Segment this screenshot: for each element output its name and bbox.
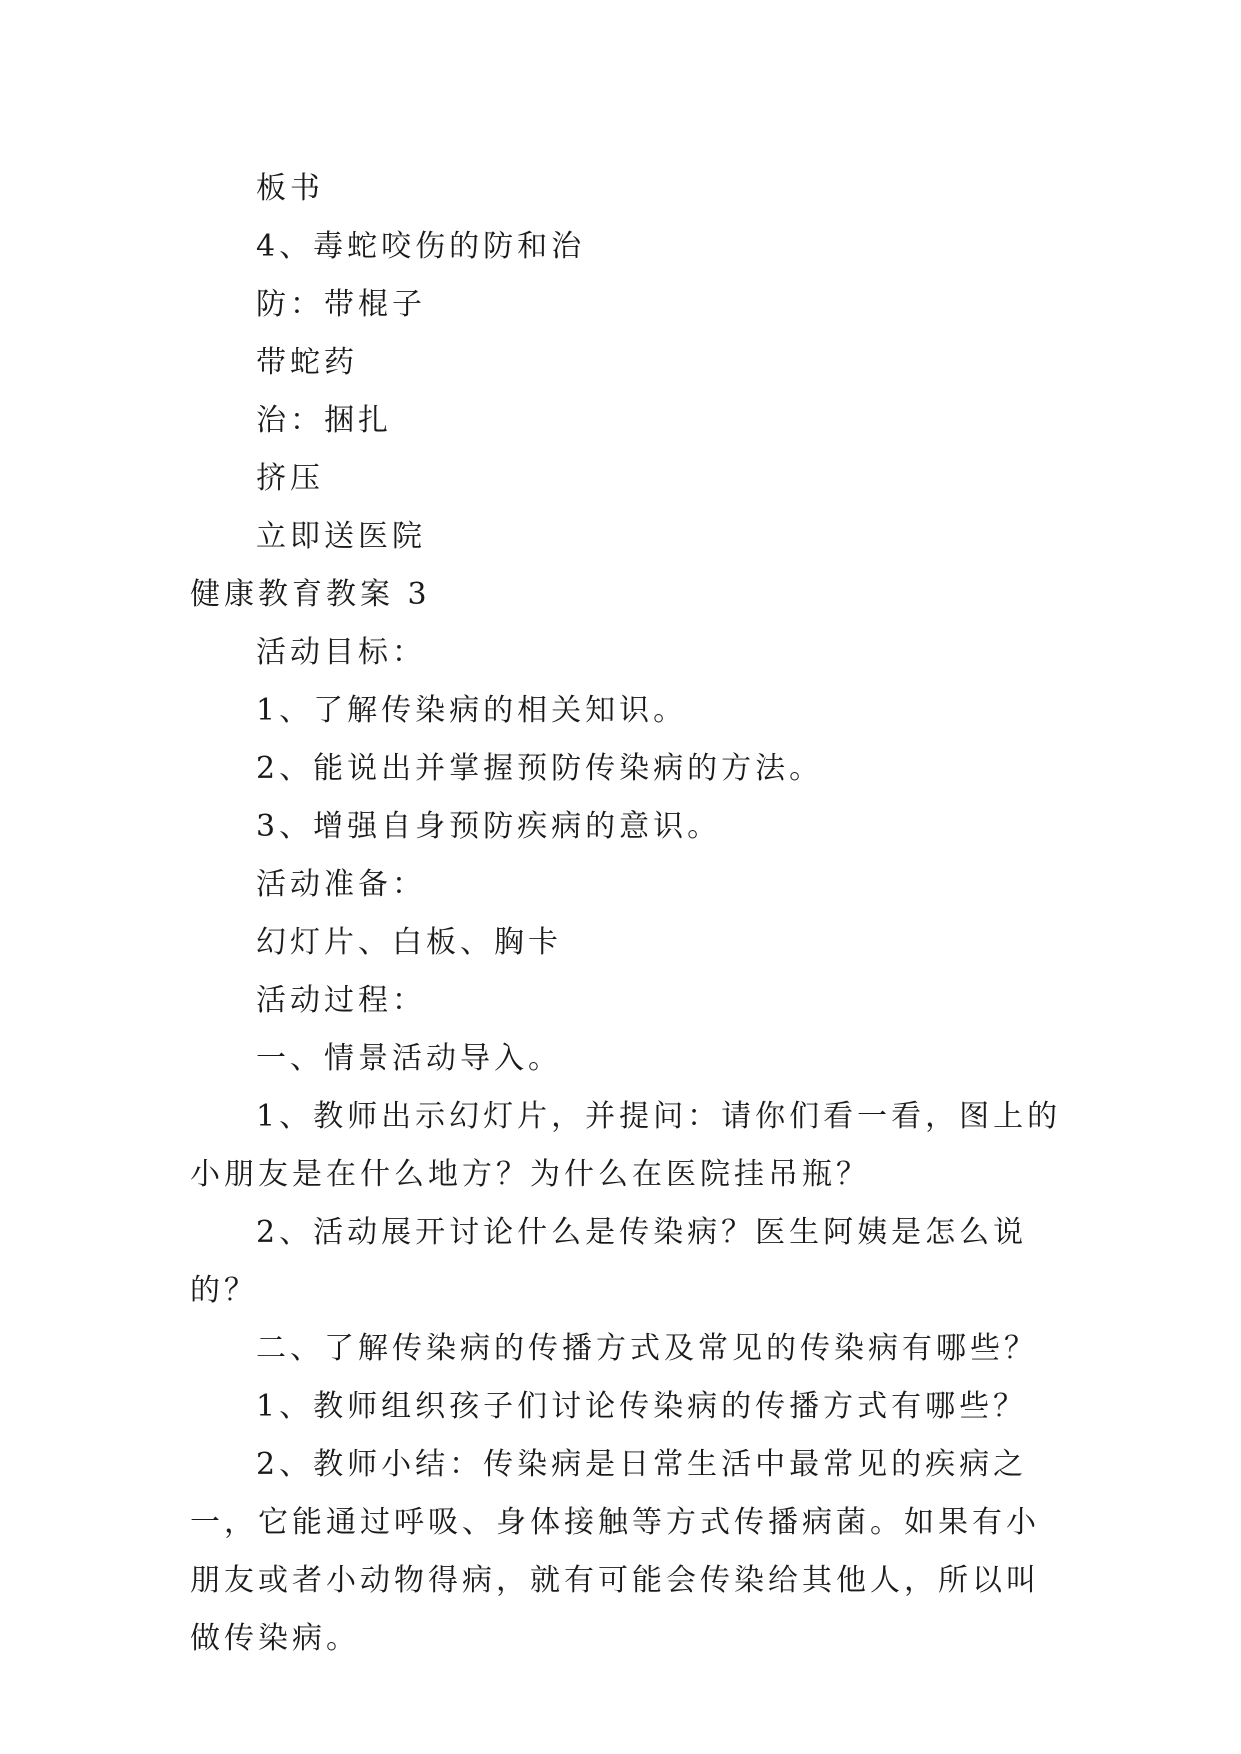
- text-line: 活动准备：: [256, 867, 426, 902]
- text-line: 活动目标：: [256, 635, 426, 670]
- text-line: 立即送医院: [256, 519, 426, 554]
- text-line: 3、增强自身预防疾病的意识。: [256, 809, 722, 844]
- text-line: 挤压: [256, 461, 324, 496]
- text-line: 板书: [256, 171, 324, 206]
- text-line: 一、情景活动导入。: [256, 1041, 562, 1076]
- document-body: [190, 160, 1070, 1668]
- paragraph: 2、教师小结：传染病是日常生活中最常见的疾病之一，它能通过呼吸、身体接触等方式传播病菌。如果有小朋友或者小动物得病，就有可能会传染给其他人，所以叫做传染病。: [190, 1447, 1040, 1656]
- text-line: 2、能说出并掌握预防传染病的方法。: [256, 751, 824, 786]
- paragraph: 1、教师出示幻灯片，并提问：请你们看一看，图上的小朋友是在什么地方？为什么在医院挂吊瓶？: [190, 1099, 1062, 1192]
- text-line: 治：捆扎: [256, 403, 392, 438]
- paragraph: 1、教师组织孩子们讨论传染病的传播方式有哪些？: [256, 1389, 1028, 1424]
- paragraph: 2、活动展开讨论什么是传染病？医生阿姨是怎么说的？: [190, 1215, 1028, 1308]
- text-line: 活动过程：: [256, 983, 426, 1018]
- text-line: 幻灯片、白板、胸卡: [256, 925, 562, 960]
- text-line: 1、了解传染病的相关知识。: [256, 693, 688, 728]
- text-line: 4、毒蛇咬伤的防和治: [256, 229, 586, 264]
- text-line: 防：带棍子: [256, 287, 426, 322]
- text-line: 带蛇药: [256, 345, 358, 380]
- section-heading: 健康教育教案 3: [190, 577, 431, 612]
- paragraph: 二、了解传染病的传播方式及常见的传染病有哪些？: [256, 1331, 1038, 1366]
